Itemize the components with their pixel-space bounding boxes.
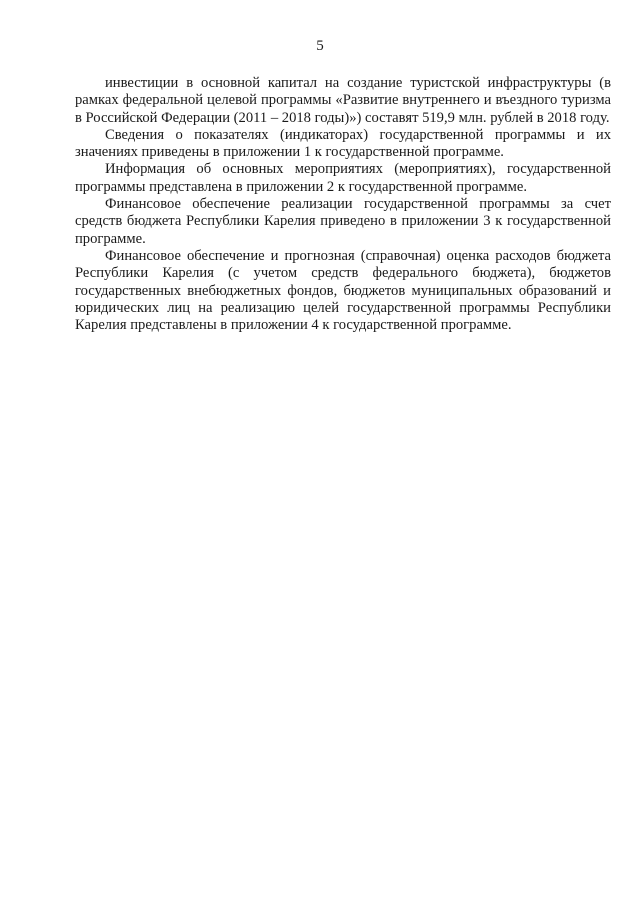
paragraph-budget-financing: Финансовое обеспечение реализации государственной программы за счет средств бюджета Республики Карелия приведено в приложении 3 к государственной программе. — [75, 196, 611, 247]
paragraph-indicators: Сведения о показателях (индикаторах) государственной программы и их значениях приведены в приложении 1 к государственной программе. — [75, 126, 611, 161]
paragraph-activities: Информация об основных мероприятиях (мероприятиях), государственной программы представлена в приложении 2 к государственной программе. — [75, 161, 611, 195]
page-number: 5 — [316, 38, 324, 54]
paragraph-forecast-financing: Финансовое обеспечение и прогнозная (справочная) оценка расходов бюджета Республики Карелия (с учетом средств федерального бюджета), бюджетов государственных внебюджетных фондов, бюджетов муниципальных образований и юридических лиц на реализацию целей государственной программы Республики Карелия представлены в приложении 4 к государственной программе. — [75, 247, 611, 334]
document-body — [75, 75, 611, 334]
paragraph-investments: инвестиции в основной капитал на создание туристской инфраструктуры (в рамках федеральной целевой программы «Развитие внутреннего и въездного туризма в Российской Федерации (2011 – 2018 годы)») составят 519,9 млн. рублей в 2018 году. — [75, 75, 611, 126]
